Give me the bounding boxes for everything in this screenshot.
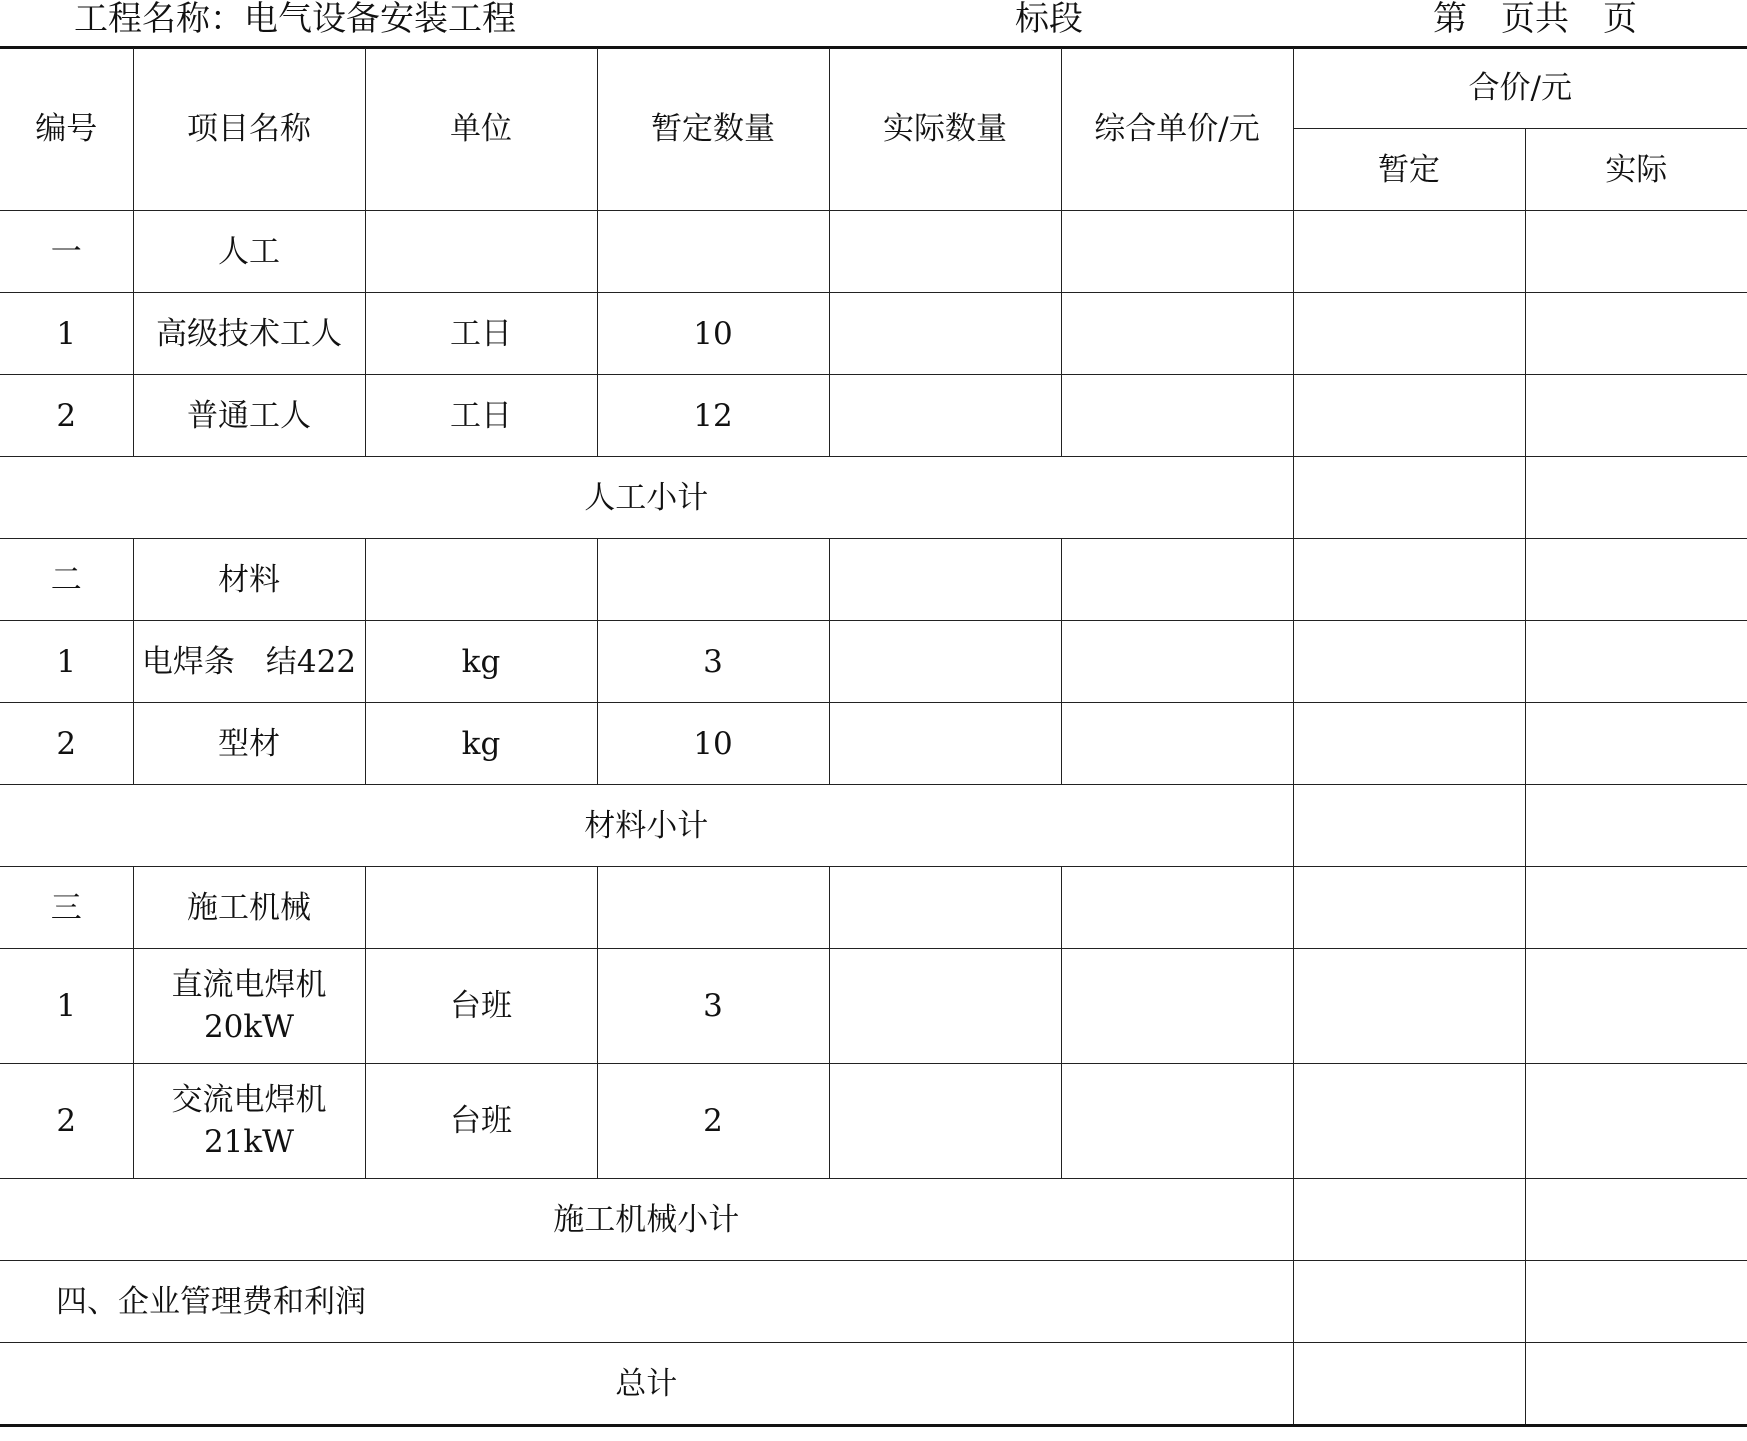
subtotal-row — [0, 785, 1747, 867]
cell-name: 交流电焊机 21kW — [133, 1064, 365, 1179]
table-row — [0, 375, 1747, 457]
col-header-total: 合价/元 — [1293, 48, 1747, 129]
cell-unit — [365, 211, 597, 293]
cell-total-provisional — [1293, 703, 1525, 785]
overhead-row — [0, 1261, 1747, 1343]
cell-total-provisional — [1293, 1343, 1525, 1426]
cell-unit-price — [1061, 375, 1293, 457]
cell-unit-price — [1061, 949, 1293, 1064]
cell-total-provisional — [1293, 949, 1525, 1064]
cell-unit-price — [1061, 211, 1293, 293]
cell-name: 普通工人 — [133, 375, 365, 457]
category-name: 人工 — [133, 211, 365, 293]
col-header-total-actual: 实际 — [1525, 129, 1747, 211]
table-row — [0, 293, 1747, 375]
cell-total-actual — [1525, 539, 1747, 621]
cell-name: 直流电焊机 20kW — [133, 949, 365, 1064]
cell-total-provisional — [1293, 375, 1525, 457]
subtotal-label: 人工小计 — [0, 457, 1293, 539]
table-row — [0, 1064, 1747, 1179]
cell-actual-qty — [829, 1064, 1061, 1179]
cell-total-provisional — [1293, 1064, 1525, 1179]
cell-unit-price — [1061, 703, 1293, 785]
col-header-unit: 单位 — [365, 48, 597, 211]
cell-unit: 台班 — [365, 1064, 597, 1179]
cell-total-actual — [1525, 703, 1747, 785]
cell-actual-qty — [829, 703, 1061, 785]
cell-name: 电焊条 结422 — [133, 621, 365, 703]
page-count: 第 页共 页 — [1433, 0, 1637, 39]
header-row — [0, 48, 1747, 129]
cell-actual-qty — [829, 949, 1061, 1064]
cell-total-actual — [1525, 949, 1747, 1064]
cell-total-actual — [1525, 867, 1747, 949]
cell-total-actual — [1525, 1064, 1747, 1179]
table-row — [0, 621, 1747, 703]
category-no: 一 — [0, 211, 133, 293]
cell-total-actual — [1525, 1343, 1747, 1426]
cell-provisional-qty — [597, 211, 829, 293]
cell-name: 型材 — [133, 703, 365, 785]
category-no: 二 — [0, 539, 133, 621]
cell-provisional-qty — [597, 539, 829, 621]
cell-actual-qty — [829, 375, 1061, 457]
cell-total-actual — [1525, 293, 1747, 375]
cell-no: 1 — [0, 293, 133, 375]
cell-unit — [365, 867, 597, 949]
cell-provisional-qty: 3 — [597, 949, 829, 1064]
cell-total-provisional — [1293, 211, 1525, 293]
section-label: 标段 — [1015, 0, 1083, 39]
table-row — [0, 539, 1747, 621]
cell-no: 2 — [0, 375, 133, 457]
cell-unit-price — [1061, 1064, 1293, 1179]
cell-total-actual — [1525, 211, 1747, 293]
overhead-label: 四、企业管理费和利润 — [0, 1261, 1293, 1343]
cell-actual-qty — [829, 867, 1061, 949]
cell-provisional-qty: 10 — [597, 293, 829, 375]
cell-no: 1 — [0, 949, 133, 1064]
cell-total-actual — [1525, 457, 1747, 539]
cell-total-actual — [1525, 1261, 1747, 1343]
cell-total-actual — [1525, 785, 1747, 867]
cell-unit-price — [1061, 621, 1293, 703]
cell-unit: 台班 — [365, 949, 597, 1064]
subtotal-row — [0, 457, 1747, 539]
cell-total-actual — [1525, 621, 1747, 703]
cell-unit — [365, 539, 597, 621]
cell-total-provisional — [1293, 457, 1525, 539]
col-header-no: 编号 — [0, 48, 133, 211]
cell-name: 高级技术工人 — [133, 293, 365, 375]
cell-no: 1 — [0, 621, 133, 703]
table-row — [0, 949, 1747, 1064]
cell-unit: 工日 — [365, 293, 597, 375]
col-header-name: 项目名称 — [133, 48, 365, 211]
daywork-table — [0, 48, 1747, 1427]
table-row — [0, 867, 1747, 949]
subtotal-label: 材料小计 — [0, 785, 1293, 867]
subtotal-row — [0, 1179, 1747, 1261]
project-name: 工程名称：电气设备安装工程 — [74, 0, 516, 39]
cell-provisional-qty: 2 — [597, 1064, 829, 1179]
cell-actual-qty — [829, 211, 1061, 293]
cell-total-provisional — [1293, 539, 1525, 621]
col-header-total-provisional: 暂定 — [1293, 129, 1525, 211]
table-row — [0, 211, 1747, 293]
cell-total-provisional — [1293, 867, 1525, 949]
cell-no: 2 — [0, 1064, 133, 1179]
cell-actual-qty — [829, 293, 1061, 375]
category-no: 三 — [0, 867, 133, 949]
total-row — [0, 1343, 1747, 1426]
cell-provisional-qty — [597, 867, 829, 949]
col-header-unit-price: 综合单价/元 — [1061, 48, 1293, 211]
col-header-provisional-qty: 暂定数量 — [597, 48, 829, 211]
cell-provisional-qty: 3 — [597, 621, 829, 703]
cell-total-actual — [1525, 1179, 1747, 1261]
cell-unit: 工日 — [365, 375, 597, 457]
cell-unit-price — [1061, 539, 1293, 621]
table-row — [0, 703, 1747, 785]
category-name: 施工机械 — [133, 867, 365, 949]
cell-total-provisional — [1293, 293, 1525, 375]
cell-unit-price — [1061, 293, 1293, 375]
cell-actual-qty — [829, 539, 1061, 621]
cell-unit: kg — [365, 703, 597, 785]
category-name: 材料 — [133, 539, 365, 621]
cell-total-provisional — [1293, 1261, 1525, 1343]
cell-total-provisional — [1293, 785, 1525, 867]
cell-total-actual — [1525, 375, 1747, 457]
cell-total-provisional — [1293, 621, 1525, 703]
subtotal-label: 施工机械小计 — [0, 1179, 1293, 1261]
cell-total-provisional — [1293, 1179, 1525, 1261]
cell-unit-price — [1061, 867, 1293, 949]
page-header — [0, 0, 1747, 48]
cell-provisional-qty: 10 — [597, 703, 829, 785]
cell-unit: kg — [365, 621, 597, 703]
cell-actual-qty — [829, 621, 1061, 703]
col-header-actual-qty: 实际数量 — [829, 48, 1061, 211]
cell-provisional-qty: 12 — [597, 375, 829, 457]
total-label: 总计 — [0, 1343, 1293, 1426]
cell-no: 2 — [0, 703, 133, 785]
